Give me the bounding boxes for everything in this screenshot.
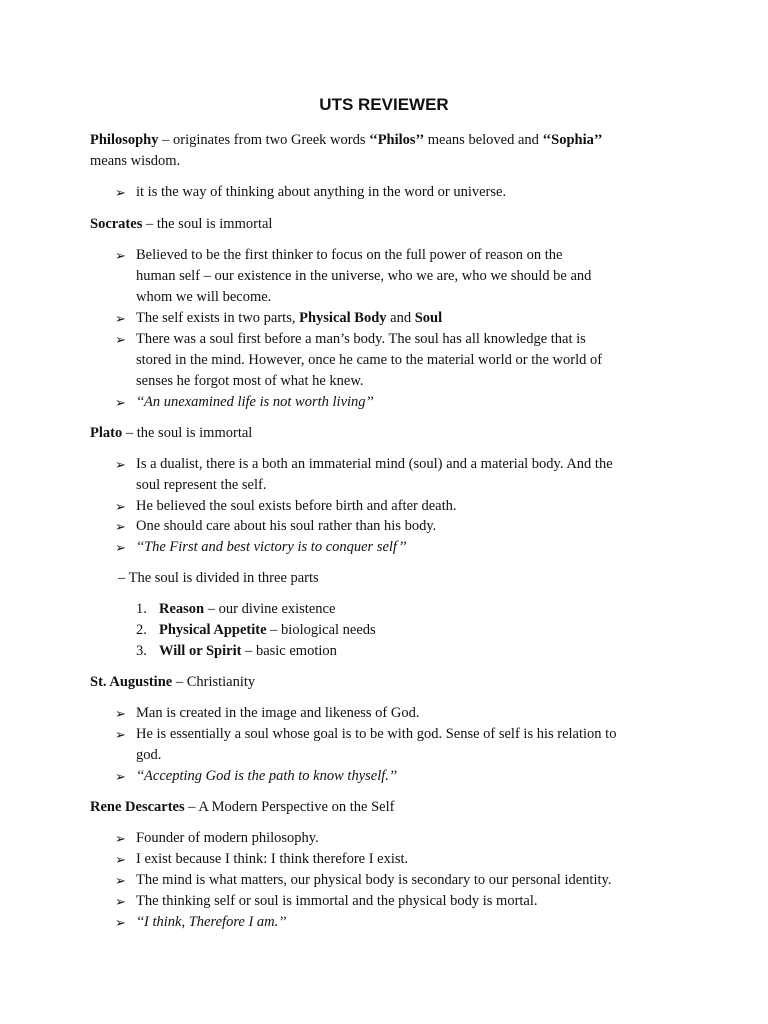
list-number: 1. [136, 601, 147, 617]
soul-part-appetite: Physical Appetite – biological needs [159, 622, 376, 638]
plato-bullet-1-line-2: soul represent the self. [136, 477, 267, 493]
plato-bullet-2: He believed the soul exists before birth and after death. [136, 498, 457, 514]
philosophy-term: Philosophy [90, 132, 159, 148]
soul-part-spirit: Will or Spirit – basic emotion [159, 643, 337, 659]
plato-bullet-3: One should care about his soul rather than his body. [136, 518, 437, 534]
arrow-bullet-icon: ➢ [115, 769, 126, 784]
plato-quote: ‘‘The First and best victory is to conquer self’’ [136, 539, 407, 555]
descartes-quote: ‘‘I think, Therefore I am.’’ [136, 914, 287, 930]
descartes-bullet-3: The mind is what matters, our physical body is secondary to our personal identity. [136, 872, 612, 888]
document-title: UTS REVIEWER [319, 95, 449, 114]
descartes-heading: Rene Descartes – A Modern Perspective on the Self [90, 799, 395, 815]
arrow-bullet-icon: ➢ [115, 519, 126, 534]
socrates-bullet-1-line-3: whom we will become. [136, 289, 272, 305]
soul-part-reason: Reason – our divine existence [159, 601, 336, 617]
plato-bullet-1-line-1: Is a dualist, there is a both an immaterial mind (soul) and a material body. And the [136, 456, 613, 472]
arrow-bullet-icon: ➢ [115, 915, 126, 930]
augustine-bullet-2-line-2: god. [136, 747, 162, 763]
philosophy-bullet: it is the way of thinking about anything in the word or universe. [136, 184, 507, 200]
arrow-bullet-icon: ➢ [115, 457, 126, 472]
list-number: 3. [136, 643, 147, 659]
socrates-heading: Socrates – the soul is immortal [90, 216, 273, 232]
arrow-bullet-icon: ➢ [115, 831, 126, 846]
arrow-bullet-icon: ➢ [115, 395, 126, 410]
list-number: 2. [136, 622, 147, 638]
socrates-bullet-1-line-2: human self – our existence in the universe, who we are, who we should be and [136, 268, 592, 284]
augustine-heading: St. Augustine – Christianity [90, 674, 256, 690]
socrates-bullet-3-line-1: There was a soul first before a man’s body. The soul has all knowledge that is [136, 331, 586, 347]
arrow-bullet-icon: ➢ [115, 499, 126, 514]
plato-heading: Plato – the soul is immortal [90, 425, 253, 441]
descartes-bullet-2: I exist because I think: I think therefore I exist. [136, 851, 409, 867]
arrow-bullet-icon: ➢ [115, 873, 126, 888]
descartes-bullet-4: The thinking self or soul is immortal and the physical body is mortal. [136, 893, 538, 909]
arrow-bullet-icon: ➢ [115, 311, 126, 326]
socrates-bullet-2: The self exists in two parts, Physical Body and Soul [136, 310, 443, 326]
augustine-bullet-1: Man is created in the image and likeness of God. [136, 705, 420, 721]
augustine-quote: ‘‘Accepting God is the path to know thyself.’’ [136, 768, 397, 784]
arrow-bullet-icon: ➢ [115, 852, 126, 867]
socrates-bullet-3-line-2: stored in the mind. However, once he came to the material world or the world of [136, 352, 603, 368]
arrow-bullet-icon: ➢ [115, 540, 126, 555]
arrow-bullet-icon: ➢ [115, 894, 126, 909]
arrow-bullet-icon: ➢ [115, 185, 126, 200]
arrow-bullet-icon: ➢ [115, 332, 126, 347]
descartes-bullet-1: Founder of modern philosophy. [136, 830, 319, 846]
socrates-bullet-1-line-1: Believed to be the first thinker to focus on the full power of reason on the [136, 247, 563, 263]
philosophy-definition: Philosophy – originates from two Greek words ‘‘Philos’’ means beloved and ‘‘Sophia’’ [90, 132, 603, 148]
arrow-bullet-icon: ➢ [115, 706, 126, 721]
philos-word: ‘‘Philos’’ [369, 132, 425, 148]
soul-divided-note: – The soul is divided in three parts [118, 570, 319, 586]
socrates-quote: ‘‘An unexamined life is not worth living’’ [136, 394, 374, 410]
augustine-bullet-2-line-1: He is essentially a soul whose goal is to be with god. Sense of self is his relation to [136, 726, 617, 742]
arrow-bullet-icon: ➢ [115, 248, 126, 263]
sophia-word: ‘‘Sophia’’ [542, 132, 603, 148]
socrates-bullet-3-line-3: senses he forgot most of what he knew. [136, 373, 364, 389]
arrow-bullet-icon: ➢ [115, 727, 126, 742]
philosophy-definition-cont: means wisdom. [90, 153, 181, 169]
